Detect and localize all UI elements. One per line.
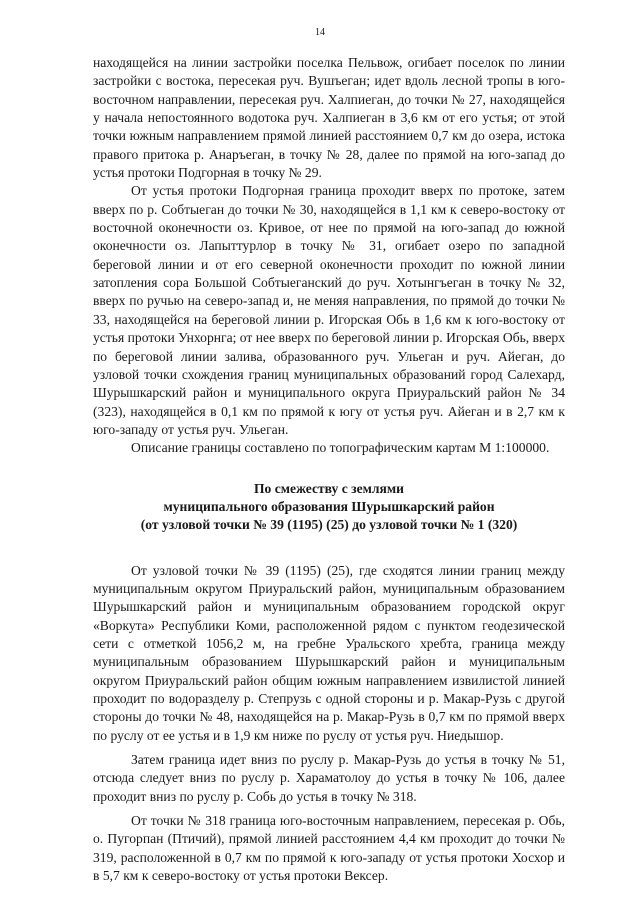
section-heading-line-2: муниципального образования Шурышкарский район xyxy=(163,498,495,514)
page-number: 14 xyxy=(315,27,325,38)
paragraph-1: находящейся на линии застройки поселка Пельвож, огибает поселок по линии застройки с востока, пересекая руч. Вушъеган; идет вдоль лесной тропы в юго-восточном направлении, пересекая руч. Халпиеган, до точки № 27, находящейся у начала непостоянного водотока руч. Халпиеган в 3,6 км от его устья; от этой точки южным направлением прямой линией расстоянием 0,7 км до озера, истока правого притока р. Анаръеган, в точку № 28, далее по прямой на юго-запад до устья протоки Подгорная в точку № 29. xyxy=(93,55,565,181)
section-heading-line-1: По смежеству с землями xyxy=(253,480,404,496)
paragraph-4: От узловой точки № 39 (1195) (25), где сходятся линии границ между муниципальным округом Приуральский район, муниципальным образованием Шурышкарский район и муниципальным образованием городской округ «Воркута» Республики Коми, расположенной рядом с пунктом геодезической сети с отметкой 1056,2 м, на гребне Уральского хребта, граница между муниципальным образованием Шурышкарский район и муниципальным округом Приуральский район общим южным направлением извилистой линией проходит по водоразделу р. Степрузь с одной стороны и р. Макар-Рузь с другой стороны до точки № 48, находящейся на р. Макар-Рузь в 0,7 км по прямой вверх по руслу от ее устья и в 1,9 км ниже по руслу от устья руч. Ниедышор. xyxy=(93,562,565,743)
section-heading-line-3: (от узловой точки № 39 (1195) (25) до узловой точки № 1 (320) xyxy=(140,516,518,532)
paragraph-3: Описание границы составлено по топографическим картам М 1:100000. xyxy=(131,440,550,456)
document-body xyxy=(93,54,565,885)
paragraph-2: От устья протоки Подгорная граница проходит вверх по протоке, затем вверх по р. Собтыеган до точки № 30, находящейся в 1,1 км к северо-востоку от восточной оконечности оз. Кривое, от нее по прямой на юго-запад до южной оконечности оз. Лапыттурлор в точку № 31, огибает озеро по западной береговой линии и от его северной оконечности проходит по южной линии затопления сора Большой Собтыеганский до руч. Хотынгъеган в точку № 32, вверх по ручью на северо-запад и, не меняя направления, по прямой до точки № 33, находящейся на береговой линии р. Игорская Обь в 1,6 км к юго-востоку от устья протоки Унхорнга; от нее вверх по береговой линии р. Игорская Обь, вверх по береговой линии залива, образованного руч. Ульеган и руч. Айеган, до узловой точки схождения границ муниципальных образований город Салехард, Шурышкарский район и муниципального округа Приуральский район № 34 (323), находящейся в 0,1 км по прямой к югу от устья руч. Айеган и в 2,7 км к юго-западу от устья руч. Ульеган. xyxy=(93,183,565,437)
paragraph-6: От точки № 318 граница юго-восточным направлением, пересекая р. Обь, о. Пугорпан (Птичий), прямой линией расстоянием 4,4 км проходит до точки № 319, расположенной в 0,7 км по прямой к юго-западу от устья протоки Хосхор и в 5,7 км к северо-востоку от устья протоки Вексер. xyxy=(93,813,565,884)
section-heading xyxy=(93,480,565,534)
paragraph-5: Затем граница идет вниз по руслу р. Макар-Рузь до устья в точку № 51, отсюда следует вниз по руслу р. Хараматолоу до устья в точку № 106, далее проходит вниз по руслу р. Собь до устья в точку № 318. xyxy=(93,752,565,804)
